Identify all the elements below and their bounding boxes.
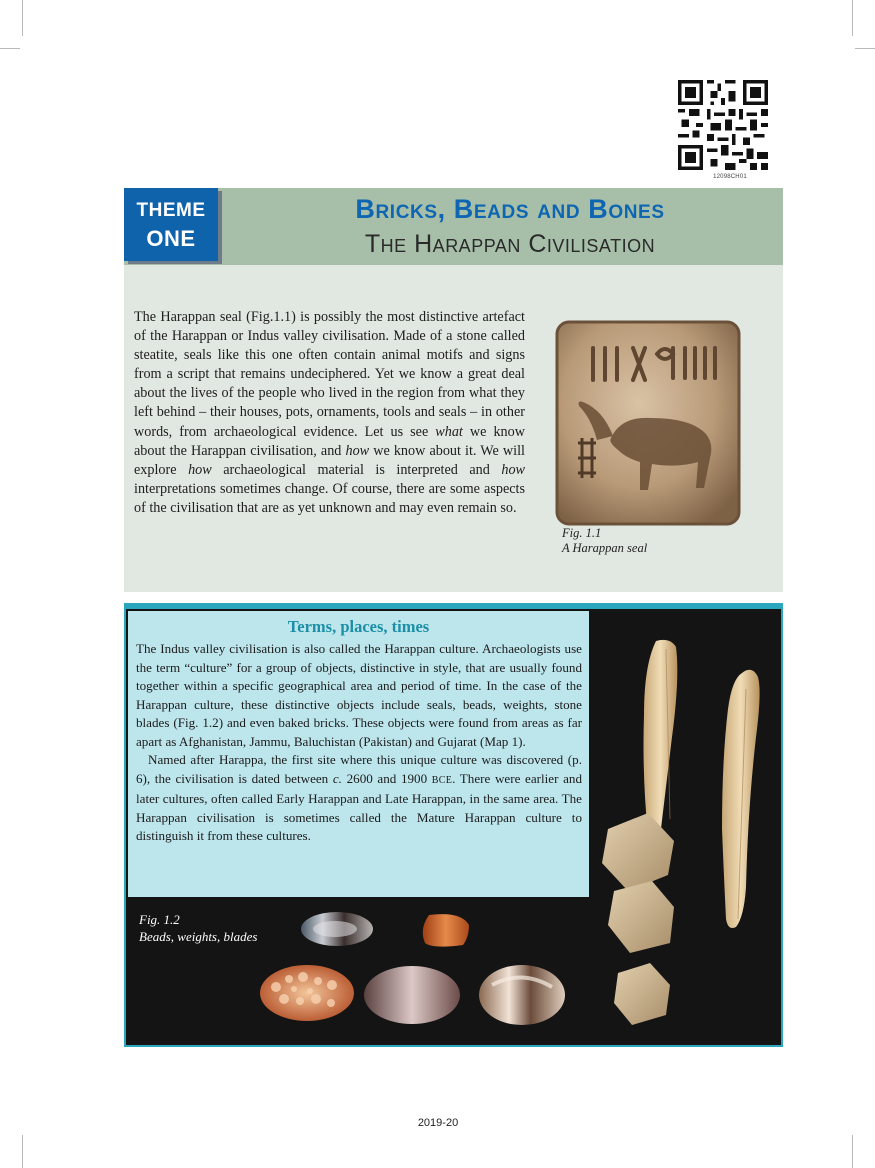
qr-code-label: 12098CH01 [713, 174, 747, 180]
crop-mark [0, 48, 20, 49]
qr-code-image [678, 80, 768, 170]
chapter-title: Bricks, Beads and Bones [355, 194, 665, 224]
figure-caption: Beads, weights, blades [139, 929, 258, 944]
terms-title: Terms, places, times [287, 617, 430, 636]
theme-badge [124, 188, 218, 261]
crop-mark [22, 0, 23, 36]
intro-paragraph: The Harappan seal (Fig.1.1) is possibly the most distinctive artefact of the Harappan or Indus valley civilisation. Made of a stone called steatite, seals like this one often contain animal motifs and signs from a script that remains undeciphered. Yet we know a great deal about the lives of the people who lived in the region from what they left behind – their houses, pots, ornaments, tools and seals – in other words, from archaeological evidence. Let us see what we know about the Harappan civilisation, and how we know about it. We will explore how archaeological material is interpreted and how interpretations sometimes change. Of course, there are some aspects of the civilisation that are as yet unknown and may even remain so. [134, 309, 526, 516]
terms-body [136, 640, 582, 846]
figure-1-2-caption [139, 911, 257, 945]
terms-paragraph: The Indus valley civilisation is also called the Harappan culture. Archaeologists use the term “culture” for a group of objects, distinctive in style, that are usually found together within a specific geographical area and period of time. In the case of the Harappan culture, these distinctive objects include seals, beads, weights, stone blades (Fig. 1.2) and even baked bricks. These objects were found from areas as far apart as Afghanistan, Jammu, Baluchistan (Pakistan) and Gujarat (Map 1). [136, 641, 582, 749]
page-number: 2019-20 [417, 1117, 459, 1129]
theme-number: ONE [146, 226, 196, 251]
crop-mark [852, 1135, 853, 1168]
crop-mark [22, 1135, 23, 1168]
figure-caption: A Harappan seal [562, 541, 648, 555]
harappan-seal-image [553, 318, 743, 528]
crop-mark [852, 0, 853, 36]
figure-number: Fig. 1.1 [562, 526, 602, 540]
crop-mark [855, 48, 875, 49]
chapter-subtitle: The Harappan Civilisation [364, 230, 656, 258]
theme-label: THEME [136, 200, 206, 221]
figure-number: Fig. 1.2 [139, 912, 180, 927]
terms-paragraph: Named after Harappa, the first site where this unique culture was discovered (p. 6), the civilisation is dated between c. 2600 and 1900 BCE. There were earlier and later cultures, often called Early Harappan and Late Harappan, in the same area. The Harappan civilisation is sometimes called the Mature Harappan culture to distinguish it from these cultures. [136, 752, 583, 843]
figure-1-1-caption [562, 526, 647, 556]
